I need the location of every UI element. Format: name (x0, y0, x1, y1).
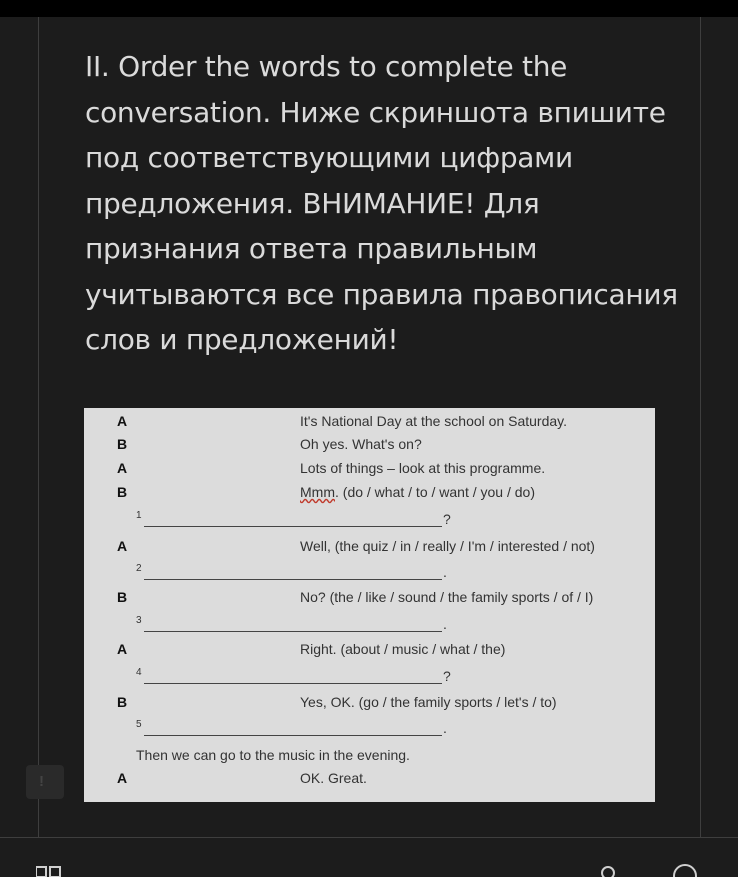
blank-end-mark: ? (443, 668, 451, 684)
question-text: II. Order the words to complete the conversation. Ниже скриншота впишите под соответствующими цифрами предложения. ВНИМАНИЕ! Для признания ответа правильным учитываются все правила правописания слов и предложений! (85, 50, 678, 356)
grid-icon[interactable] (36, 866, 64, 877)
dialogue-line: Yes, OK. (go / the family sports / let's / to) (300, 694, 557, 710)
dialogue-line: Right. (about / music / what / the) (300, 641, 506, 657)
bottom-bar (0, 838, 738, 877)
answer-blank (144, 735, 442, 736)
blank-end-mark: ? (443, 511, 451, 527)
blank-number: 4 (136, 667, 142, 678)
user-icon[interactable] (598, 864, 618, 877)
dialogue-line: It's National Day at the school on Saturday. (300, 413, 568, 429)
speaker-label: A (117, 538, 128, 554)
dialogue-line: Well, (the quiz / in / really / I'm / interested / not) (300, 538, 595, 554)
blank-end-mark: . (443, 616, 447, 632)
flag-icon[interactable]: ! (39, 773, 44, 790)
dialogue-line (300, 484, 535, 500)
dialogue-note: Then we can go to the music in the evening. (136, 747, 410, 763)
dialogue-line: OK. Great. (300, 770, 367, 786)
blank-end-mark: . (443, 720, 447, 736)
answer-blank (144, 526, 442, 527)
speaker-label: B (117, 484, 128, 500)
answer-blank (144, 579, 442, 580)
right-divider (700, 17, 701, 837)
top-bar (0, 0, 738, 17)
blank-number: 3 (136, 615, 142, 626)
speaker-label: A (117, 770, 128, 786)
speaker-label: A (117, 641, 128, 657)
dialogue-line: Oh yes. What's on? (300, 436, 422, 452)
dialogue-line: Lots of things – look at this programme. (300, 460, 546, 476)
answer-blank (144, 631, 442, 632)
search-icon[interactable] (672, 863, 698, 877)
blank-number: 5 (136, 719, 142, 730)
speaker-label: B (117, 694, 128, 710)
dialogue-line: No? (the / like / sound / the family sports / of / I) (300, 589, 594, 605)
answer-blank (144, 683, 442, 684)
blank-number: 2 (136, 563, 142, 574)
speaker-label: A (117, 460, 128, 476)
dialogue-line-rest: . (do / what / to / want / you / do) (335, 484, 535, 500)
speaker-label: B (117, 589, 128, 605)
exercise-image (84, 408, 655, 802)
speaker-label: A (117, 413, 128, 429)
misspelled-word: Mmm (300, 484, 335, 500)
report-button[interactable] (26, 765, 64, 799)
speaker-label: B (117, 436, 128, 452)
blank-end-mark: . (443, 564, 447, 580)
blank-number: 1 (136, 510, 142, 521)
left-divider (38, 17, 39, 837)
